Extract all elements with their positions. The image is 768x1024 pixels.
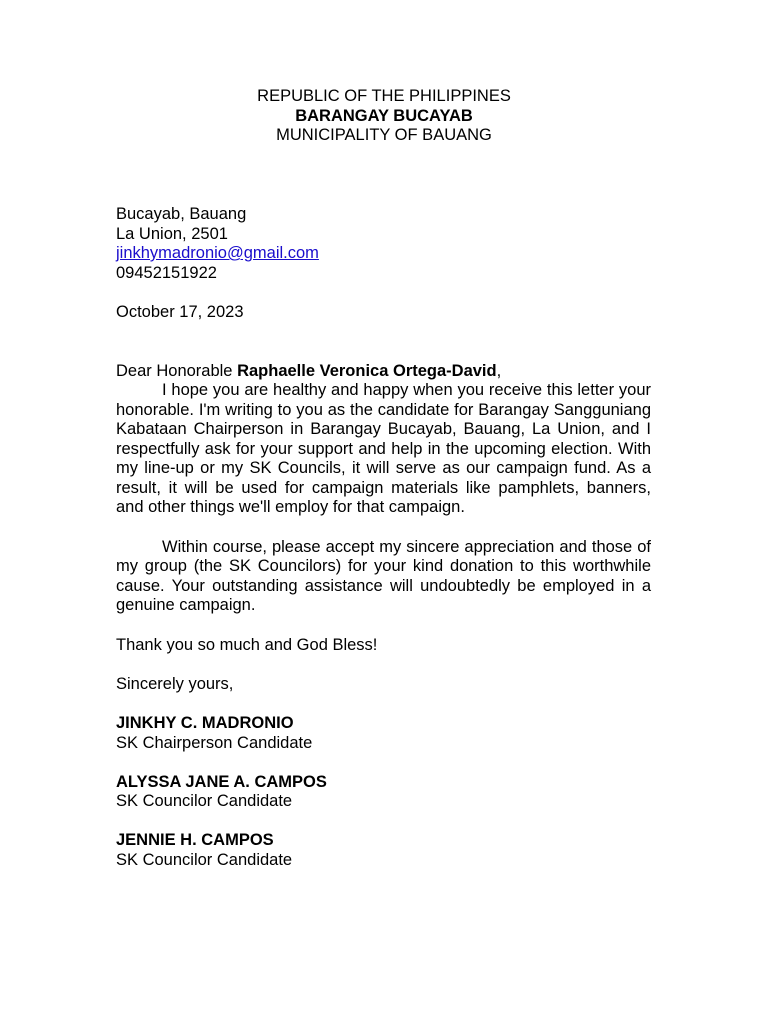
letter-content: [116, 205, 651, 870]
signatory-name: JINKHY C. MADRONIO: [116, 714, 294, 732]
sender-email-link[interactable]: jinkhymadronio@gmail.com: [116, 244, 319, 262]
letterhead-barangay: BARANGAY BUCAYAB: [295, 106, 473, 125]
sender-address-line1: Bucayab, Bauang: [116, 205, 247, 223]
closing: Sincerely yours,: [116, 675, 234, 693]
salutation-suffix: ,: [496, 361, 502, 380]
salutation: [116, 362, 651, 382]
signatory-title: SK Councilor Candidate: [116, 850, 293, 869]
signatory-block: [116, 714, 651, 753]
signatory-name: JENNIE H. CAMPOS: [116, 831, 274, 849]
signatory-block: [116, 831, 651, 870]
sender-phone: 09452151922: [116, 263, 217, 282]
sender-address-line2: La Union, 2501: [116, 224, 228, 243]
letterhead: [0, 87, 768, 146]
salutation-prefix: Dear Honorable: [116, 361, 238, 380]
body-paragraph-2: Within course, please accept my sincere appreciation and those of my group (the SK Councilors) for your kind donation to this worthwhile cause. Your outstanding assistance will undoubtedly be employed in a genuine campaign.: [116, 537, 651, 614]
recipient-name: Raphaelle Veronica Ortega-David: [237, 361, 497, 380]
letterhead-municipality: MUNICIPALITY OF BAUANG: [276, 126, 492, 144]
letterhead-country: REPUBLIC OF THE PHILIPPINES: [257, 87, 511, 105]
body-paragraph-1: I hope you are healthy and happy when you receive this letter your honorable. I'm writing to you as the candidate for Barangay Sangguniang Kabataan Chairperson in Barangay Bucayab, Bauang, La Union, and I respectfully ask for your support and help in the upcoming election. With my line-up or my SK Councils, it will serve as our campaign fund. As a result, it will be used for campaign materials like pamphlets, banners, and other things we'll employ for that campaign.: [116, 381, 651, 516]
signatory-name: ALYSSA JANE A. CAMPOS: [116, 772, 327, 791]
signatory-block: [116, 773, 651, 812]
signatory-title: SK Councilor Candidate: [116, 792, 293, 810]
letter-date: October 17, 2023: [116, 303, 244, 321]
sender-address-block: [116, 205, 651, 283]
signatory-title: SK Chairperson Candidate: [116, 733, 313, 752]
closing-thanks: Thank you so much and God Bless!: [116, 635, 378, 654]
